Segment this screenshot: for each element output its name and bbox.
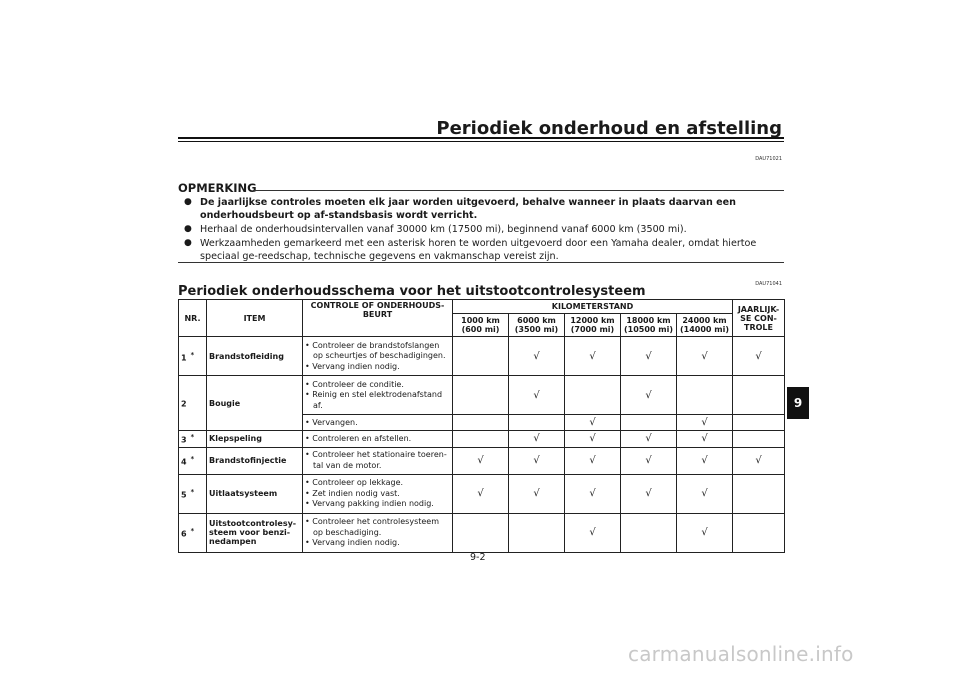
- row-item: Bougie: [207, 376, 303, 431]
- header-check: CONTROLE OF ONDERHOUDS-BEURT: [303, 300, 453, 337]
- interval-km: 18000 km: [626, 315, 671, 325]
- interval-km: 24000 km: [682, 315, 727, 325]
- check-mark: √: [565, 447, 621, 474]
- check-mark: √: [733, 337, 785, 376]
- row-item: Brandstofinjectie: [207, 447, 303, 474]
- interval-km: 6000 km: [517, 315, 556, 325]
- section-title: Periodiek onderhoudsschema voor het uitstootcontrolesysteem: [178, 284, 646, 299]
- check-mark: √: [621, 474, 677, 513]
- empty-cell: [453, 337, 509, 376]
- title-rule-thin: [178, 141, 784, 142]
- action-line: • Vervangen.: [305, 417, 358, 427]
- action-line: • Controleren en afstellen.: [305, 433, 412, 443]
- empty-cell: [733, 376, 785, 415]
- maintenance-table: [178, 299, 785, 553]
- check-mark: √: [677, 474, 733, 513]
- page-number: 9-2: [470, 552, 486, 563]
- row-number: 1 *: [179, 337, 207, 376]
- check-mark: √: [509, 337, 565, 376]
- empty-cell: [453, 431, 509, 448]
- empty-cell: [453, 415, 509, 431]
- interval-header: [677, 313, 733, 337]
- check-mark: √: [453, 474, 509, 513]
- check-mark: √: [677, 447, 733, 474]
- note-bottom-rule: [178, 262, 784, 263]
- row-item: Uitstootcontrolesy-steem voor benzi-nedampen: [207, 513, 303, 552]
- row-number: 2: [179, 376, 207, 431]
- row-number: 6 *: [179, 513, 207, 552]
- note-title-rule: [253, 190, 784, 191]
- check-mark: √: [509, 447, 565, 474]
- check-mark: √: [565, 415, 621, 431]
- empty-cell: [565, 376, 621, 415]
- interval-mi: (10500 mi): [623, 324, 673, 334]
- action-line: • Controleer op lekkage.: [305, 478, 404, 488]
- check-mark: √: [733, 447, 785, 474]
- empty-cell: [677, 376, 733, 415]
- page-title: Periodiek onderhoud en afstelling: [436, 118, 782, 139]
- table-row: [179, 447, 785, 474]
- row-actions: [303, 415, 453, 431]
- row-actions: [303, 513, 453, 552]
- check-mark: √: [621, 431, 677, 448]
- row-item: Brandstofleiding: [207, 337, 303, 376]
- table-row: [179, 337, 785, 376]
- title-rule-thick: [178, 137, 784, 139]
- header-annual: JAARLIJK-SE CON-TROLE: [733, 300, 785, 337]
- interval-header: [453, 313, 509, 337]
- check-mark: √: [677, 513, 733, 552]
- empty-cell: [509, 513, 565, 552]
- check-mark: √: [621, 376, 677, 415]
- interval-km: 12000 km: [570, 315, 615, 325]
- empty-cell: [733, 431, 785, 448]
- empty-cell: [733, 415, 785, 431]
- row-item: Klepspeling: [207, 431, 303, 448]
- check-mark: √: [509, 376, 565, 415]
- row-actions: [303, 431, 453, 448]
- section-code: DAU71041: [755, 281, 782, 287]
- header-odometer: KILOMETERSTAND: [453, 300, 733, 314]
- interval-mi: (3500 mi): [514, 324, 559, 334]
- chapter-tab: 9: [787, 387, 809, 419]
- row-actions: [303, 337, 453, 376]
- interval-mi: (7000 mi): [570, 324, 615, 334]
- interval-mi: (600 mi): [461, 324, 500, 334]
- table-row: [179, 513, 785, 552]
- row-item: Uitlaatsysteem: [207, 474, 303, 513]
- check-mark: √: [621, 447, 677, 474]
- check-mark: √: [565, 337, 621, 376]
- note-bullet: ● Werkzaamheden gemarkeerd met een asterisk horen te worden uitgevoerd door een Yamaha dealer, omdat hiertoe speciaal ge-reedschap, technische gegevens en vakmanschap vereist zijn.: [184, 238, 757, 262]
- interval-header: [565, 313, 621, 337]
- action-line: • Vervang pakking indien nodig.: [305, 499, 434, 509]
- empty-cell: [733, 513, 785, 552]
- action-line: • Vervang indien nodig.: [305, 538, 400, 548]
- note-title: OPMERKING: [178, 181, 257, 195]
- watermark: carmanualsonline.info: [628, 642, 854, 666]
- header-nr: NR.: [179, 300, 207, 337]
- interval-km: 1000 km: [461, 315, 500, 325]
- interval-header: [621, 313, 677, 337]
- action-line: • Controleer het controlesysteem op beschadiging.: [305, 517, 440, 537]
- check-mark: √: [565, 513, 621, 552]
- row-number: 4 *: [179, 447, 207, 474]
- check-mark: √: [677, 431, 733, 448]
- header-item: ITEM: [207, 300, 303, 337]
- interval-header: [509, 313, 565, 337]
- interval-mi: (14000 mi): [680, 324, 730, 334]
- table-row: [179, 431, 785, 448]
- empty-cell: [733, 474, 785, 513]
- empty-cell: [453, 513, 509, 552]
- action-line: • Controleer de conditie.: [305, 379, 404, 389]
- empty-cell: [621, 415, 677, 431]
- note-bullet: ● Herhaal de onderhoudsintervallen vanaf 30000 km (17500 mi), beginnend vanaf 6000 km (3500 mi).: [184, 224, 687, 235]
- table-header-row: [179, 300, 785, 314]
- check-mark: √: [509, 474, 565, 513]
- row-number: 3 *: [179, 431, 207, 448]
- table-row: [179, 376, 785, 415]
- row-actions: [303, 474, 453, 513]
- action-line: • Controleer het stationaire toeren-tal van de motor.: [305, 450, 447, 470]
- note-list: [184, 196, 782, 264]
- row-number: 5 *: [179, 474, 207, 513]
- note-code: DAU71021: [755, 156, 782, 162]
- action-line: • Vervang indien nodig.: [305, 361, 400, 371]
- table-row: [179, 474, 785, 513]
- action-line: • Zet indien nodig vast.: [305, 488, 400, 498]
- action-line: • Reinig en stel elektrodenafstand af.: [305, 390, 443, 410]
- row-actions: [303, 376, 453, 415]
- action-line: • Controleer de brandstofslangen op scheurtjes of beschadigingen.: [305, 340, 446, 361]
- check-mark: √: [677, 337, 733, 376]
- note-bullet: ● De jaarlijkse controles moeten elk jaar worden uitgevoerd, behalve wanneer in plaats daarvan een onderhoudsbeurt op af-standsbasis wordt verricht.: [184, 197, 736, 221]
- empty-cell: [621, 513, 677, 552]
- check-mark: √: [565, 474, 621, 513]
- check-mark: √: [565, 431, 621, 448]
- empty-cell: [509, 415, 565, 431]
- check-mark: √: [509, 431, 565, 448]
- row-actions: [303, 447, 453, 474]
- check-mark: √: [621, 337, 677, 376]
- check-mark: √: [677, 415, 733, 431]
- empty-cell: [453, 376, 509, 415]
- check-mark: √: [453, 447, 509, 474]
